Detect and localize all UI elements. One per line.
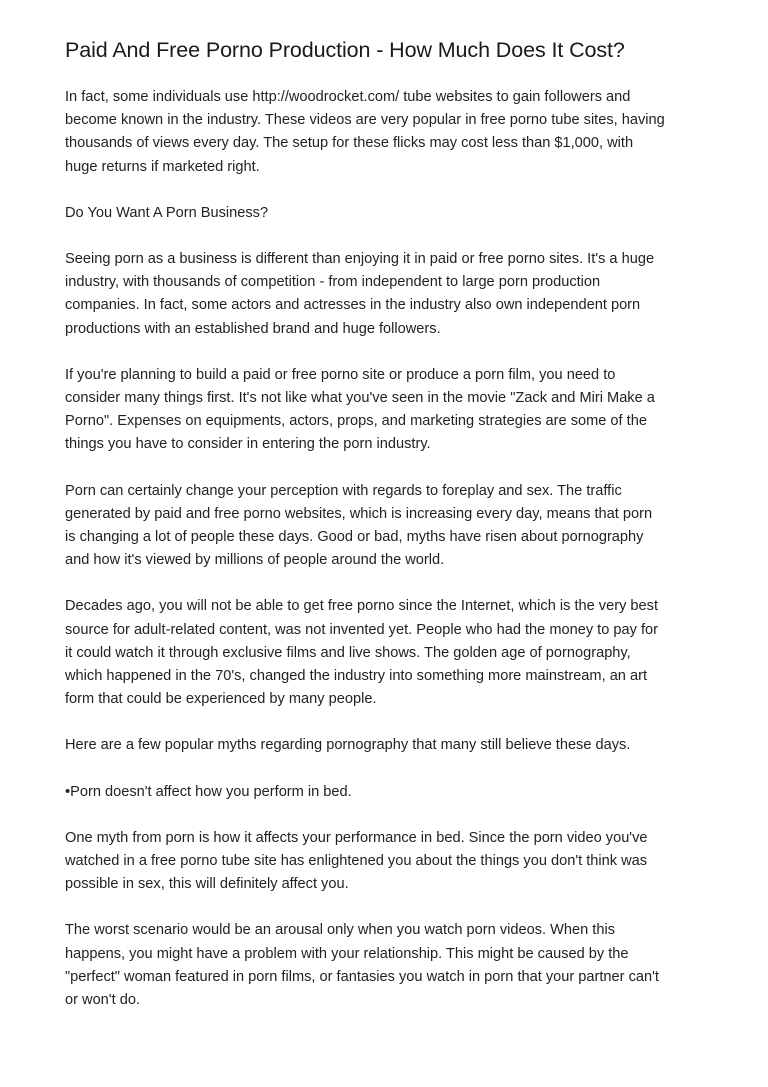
paragraph-line: thousands of views every day. The setup for these flicks may cost less than $1,000, with — [65, 135, 634, 152]
paragraph-line: generated by paid and free porno websites, which is increasing every day, means that porn — [65, 505, 653, 522]
paragraph-line: is changing a lot of people these days. Good or bad, myths have risen about pornography — [65, 529, 644, 546]
paragraph-line: industry, with thousands of competition - from independent to large porn production — [65, 274, 601, 291]
paragraph-line: Decades ago, you will not be able to get free porno since the Internet, which is the very best — [65, 598, 659, 615]
paragraph — [65, 595, 710, 711]
paragraph-line: companies. In fact, some actors and actresses in the industry also own independent porn — [65, 297, 641, 314]
paragraph-line: happens, you might have a problem with your relationship. This might be caused by the — [65, 945, 629, 962]
paragraph-line: Porn can certainly change your perception with regards to foreplay and sex. The traffic — [65, 482, 622, 499]
paragraph-line: form that could be experienced by many people. — [65, 691, 377, 708]
paragraph-line: huge returns if marketed right. — [65, 158, 260, 175]
paragraph-line: One myth from porn is how it affects your performance in bed. Since the porn video you've — [65, 829, 648, 846]
paragraph-line: In fact, some individuals use http://woodrocket.com/ tube websites to gain followers and — [65, 89, 631, 105]
paragraph-line: possible in sex, this will definitely affect you. — [65, 876, 349, 893]
paragraph-line: The worst scenario would be an arousal only when you watch porn videos. When this — [65, 922, 615, 939]
paragraph-line: Seeing porn as a business is different than enjoying it in paid or free porno sites. It's a huge — [65, 251, 655, 268]
paragraph — [65, 86, 710, 179]
paragraph-line: Porno". Expenses on equipments, actors, props, and marketing strategies are some of the — [65, 413, 647, 430]
paragraph — [65, 202, 710, 225]
paragraph-line: consider many things first. It's not like what you've seen in the movie "Zack and Miri Make a — [65, 390, 655, 407]
paragraph-line: If you're planning to build a paid or free porno site or produce a porn film, you need to — [65, 366, 616, 383]
paragraph-line: •Porn doesn't affect how you perform in bed. — [65, 783, 352, 800]
paragraph — [65, 248, 710, 341]
paragraph-line: it could watch it through exclusive films and live shows. The golden age of pornography, — [65, 644, 631, 661]
paragraph-line: things you have to consider in entering the porn industry. — [65, 436, 431, 453]
paragraph-line: and how it's viewed by millions of people around the world. — [65, 552, 445, 569]
paragraph — [65, 734, 710, 757]
document-title: Paid And Free Porno Production - How Much Does It Cost? — [65, 38, 625, 62]
paragraph-line: source for adult-related content, was not invented yet. People who had the money to pay for — [65, 621, 659, 638]
paragraph-line: which happened in the 70's, changed the industry into something more mainstream, an art — [65, 668, 648, 685]
paragraph-line: Do You Want A Porn Business? — [65, 204, 269, 221]
paragraph — [65, 480, 710, 573]
paragraph-line: or won't do. — [65, 992, 140, 1009]
paragraph-line: become known in the industry. These videos are very popular in free porno tube sites, having — [65, 112, 665, 129]
paragraph — [65, 827, 710, 897]
paragraph-line: Here are a few popular myths regarding pornography that many still believe these days. — [65, 737, 631, 754]
document-body — [65, 86, 710, 1035]
paragraph — [65, 364, 710, 457]
paragraph-line: watched in a free porno tube site has enlightened you about the things you don't think was — [65, 853, 648, 870]
paragraph — [65, 919, 710, 1012]
paragraph-line: productions with an established brand and huge followers. — [65, 320, 441, 337]
paragraph — [65, 781, 710, 804]
paragraph-line: "perfect" woman featured in porn films, or fantasies you watch in porn that your partner can't — [65, 968, 659, 985]
